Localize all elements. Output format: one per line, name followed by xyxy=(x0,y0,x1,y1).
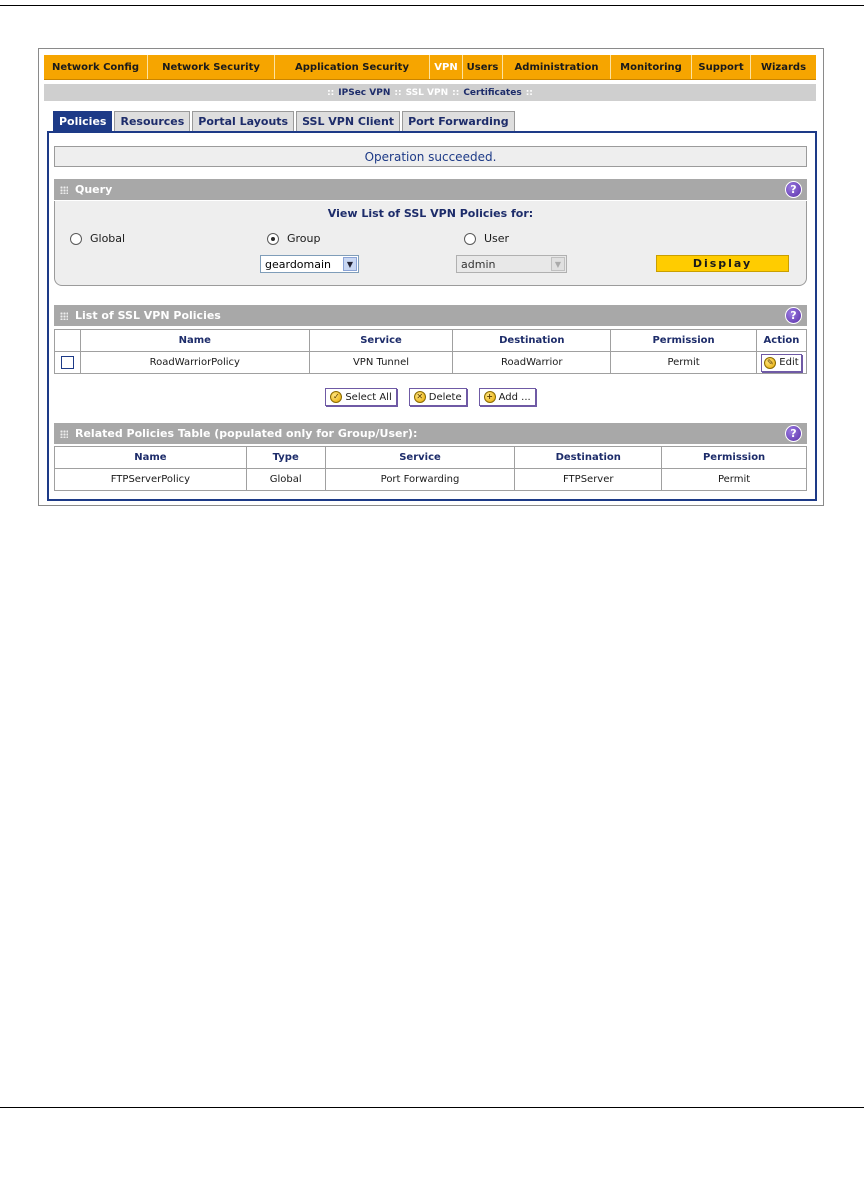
sub-nav-separator: :: xyxy=(327,87,335,98)
row-checkbox[interactable] xyxy=(61,356,74,369)
page-bottom-rule xyxy=(0,1107,864,1108)
group-select-value: geardomain xyxy=(265,257,332,271)
user-select-value: admin xyxy=(461,257,496,271)
check-icon: ✓ xyxy=(330,391,342,403)
policy-name: RoadWarriorPolicy xyxy=(80,352,309,374)
grip-icon xyxy=(60,186,68,194)
policies-table xyxy=(54,329,807,374)
add-label: Add ... xyxy=(498,391,531,403)
select-all-label: Select All xyxy=(345,391,392,403)
sub-nav-separator: :: xyxy=(394,87,402,98)
radio-global[interactable] xyxy=(70,233,82,245)
nav-vpn[interactable]: VPN xyxy=(430,55,463,79)
ssl-vpn-policies-screen xyxy=(38,48,824,506)
plus-icon: + xyxy=(484,391,496,403)
help-icon[interactable]: ? xyxy=(785,425,802,442)
policy-actions xyxy=(49,388,812,406)
radio-user-label: User xyxy=(484,232,510,245)
nav-administration[interactable]: Administration xyxy=(503,55,611,79)
policies-header xyxy=(54,305,807,326)
nav-network-security[interactable]: Network Security xyxy=(148,55,275,79)
column-header: Type xyxy=(246,447,325,469)
subnav-ssl-vpn[interactable]: SSL VPN xyxy=(405,87,449,98)
related-permission: Permit xyxy=(662,469,807,491)
related-type: Global xyxy=(246,469,325,491)
top-nav xyxy=(44,55,816,80)
nav-monitoring[interactable]: Monitoring xyxy=(611,55,692,79)
radio-group[interactable] xyxy=(267,233,279,245)
edit-button[interactable] xyxy=(761,354,801,372)
nav-network-config[interactable]: Network Config xyxy=(44,55,148,79)
sub-nav xyxy=(44,84,816,101)
column-header: Name xyxy=(55,447,247,469)
related-service: Port Forwarding xyxy=(325,469,515,491)
tab-resources[interactable]: Resources xyxy=(114,111,190,131)
related-header xyxy=(54,423,807,444)
pencil-icon: ✎ xyxy=(764,357,776,369)
help-icon[interactable]: ? xyxy=(785,181,802,198)
delete-icon: ✕ xyxy=(414,391,426,403)
tab-policies[interactable]: Policies xyxy=(53,111,112,131)
sub-nav-separator: :: xyxy=(525,87,533,98)
policy-service: VPN Tunnel xyxy=(309,352,453,374)
add-button[interactable] xyxy=(479,388,536,406)
radio-user[interactable] xyxy=(464,233,476,245)
group-select[interactable] xyxy=(260,255,359,273)
subnav-certificates[interactable]: Certificates xyxy=(463,87,522,98)
tab-portal-layouts[interactable]: Portal Layouts xyxy=(192,111,294,131)
chevron-down-icon: ▼ xyxy=(551,257,565,271)
query-box xyxy=(54,201,807,286)
query-title: View List of SSL VPN Policies for: xyxy=(327,207,534,220)
grip-icon xyxy=(60,312,68,320)
column-header: Permission xyxy=(662,447,807,469)
column-header: Destination xyxy=(515,447,662,469)
policy-action-cell xyxy=(756,352,806,374)
policy-permission: Permit xyxy=(611,352,757,374)
column-header: Service xyxy=(309,330,453,352)
select-all-button[interactable] xyxy=(325,388,396,406)
tab-port-forwarding[interactable]: Port Forwarding xyxy=(402,111,515,131)
column-header: Destination xyxy=(453,330,611,352)
column-header: Service xyxy=(325,447,515,469)
table-row xyxy=(55,352,807,374)
chevron-down-icon: ▼ xyxy=(343,257,357,271)
select-column-header xyxy=(55,330,81,352)
tab-ssl-vpn-client[interactable]: SSL VPN Client xyxy=(296,111,400,131)
status-message: Operation succeeded. xyxy=(54,146,807,167)
related-destination: FTPServer xyxy=(515,469,662,491)
grip-icon xyxy=(60,430,68,438)
subnav-ipsec-vpn[interactable]: IPSec VPN xyxy=(338,87,391,98)
user-select[interactable] xyxy=(456,255,567,273)
radio-user-group xyxy=(464,232,509,245)
policy-destination: RoadWarrior xyxy=(453,352,611,374)
tab-content xyxy=(47,131,817,501)
query-header xyxy=(54,179,807,200)
radio-group-label: Group xyxy=(287,232,321,245)
query-header-label: Query xyxy=(75,183,113,196)
row-select-cell xyxy=(55,352,81,374)
policies-header-label: List of SSL VPN Policies xyxy=(75,309,221,322)
nav-support[interactable]: Support xyxy=(692,55,751,79)
table-row xyxy=(55,469,807,491)
sub-nav-separator: :: xyxy=(452,87,460,98)
tab-bar xyxy=(53,111,515,131)
radio-group-group xyxy=(267,232,321,245)
help-icon[interactable]: ? xyxy=(785,307,802,324)
nav-application-security[interactable]: Application Security xyxy=(275,55,430,79)
nav-users[interactable]: Users xyxy=(463,55,503,79)
related-header-label: Related Policies Table (populated only for Group/User): xyxy=(75,427,418,440)
display-button[interactable]: Display xyxy=(656,255,789,272)
related-name: FTPServerPolicy xyxy=(55,469,247,491)
delete-label: Delete xyxy=(428,391,462,403)
radio-global-label: Global xyxy=(90,232,126,245)
radio-global-group xyxy=(70,232,125,245)
page-top-rule xyxy=(0,5,864,6)
column-header: Permission xyxy=(611,330,757,352)
column-header: Name xyxy=(80,330,309,352)
delete-button[interactable] xyxy=(409,388,467,406)
related-table xyxy=(54,446,807,491)
nav-wizards[interactable]: Wizards xyxy=(760,61,807,73)
column-header: Action xyxy=(756,330,806,352)
table-header-row xyxy=(55,447,807,469)
edit-button-label: Edit xyxy=(779,357,799,368)
table-header-row xyxy=(55,330,807,352)
